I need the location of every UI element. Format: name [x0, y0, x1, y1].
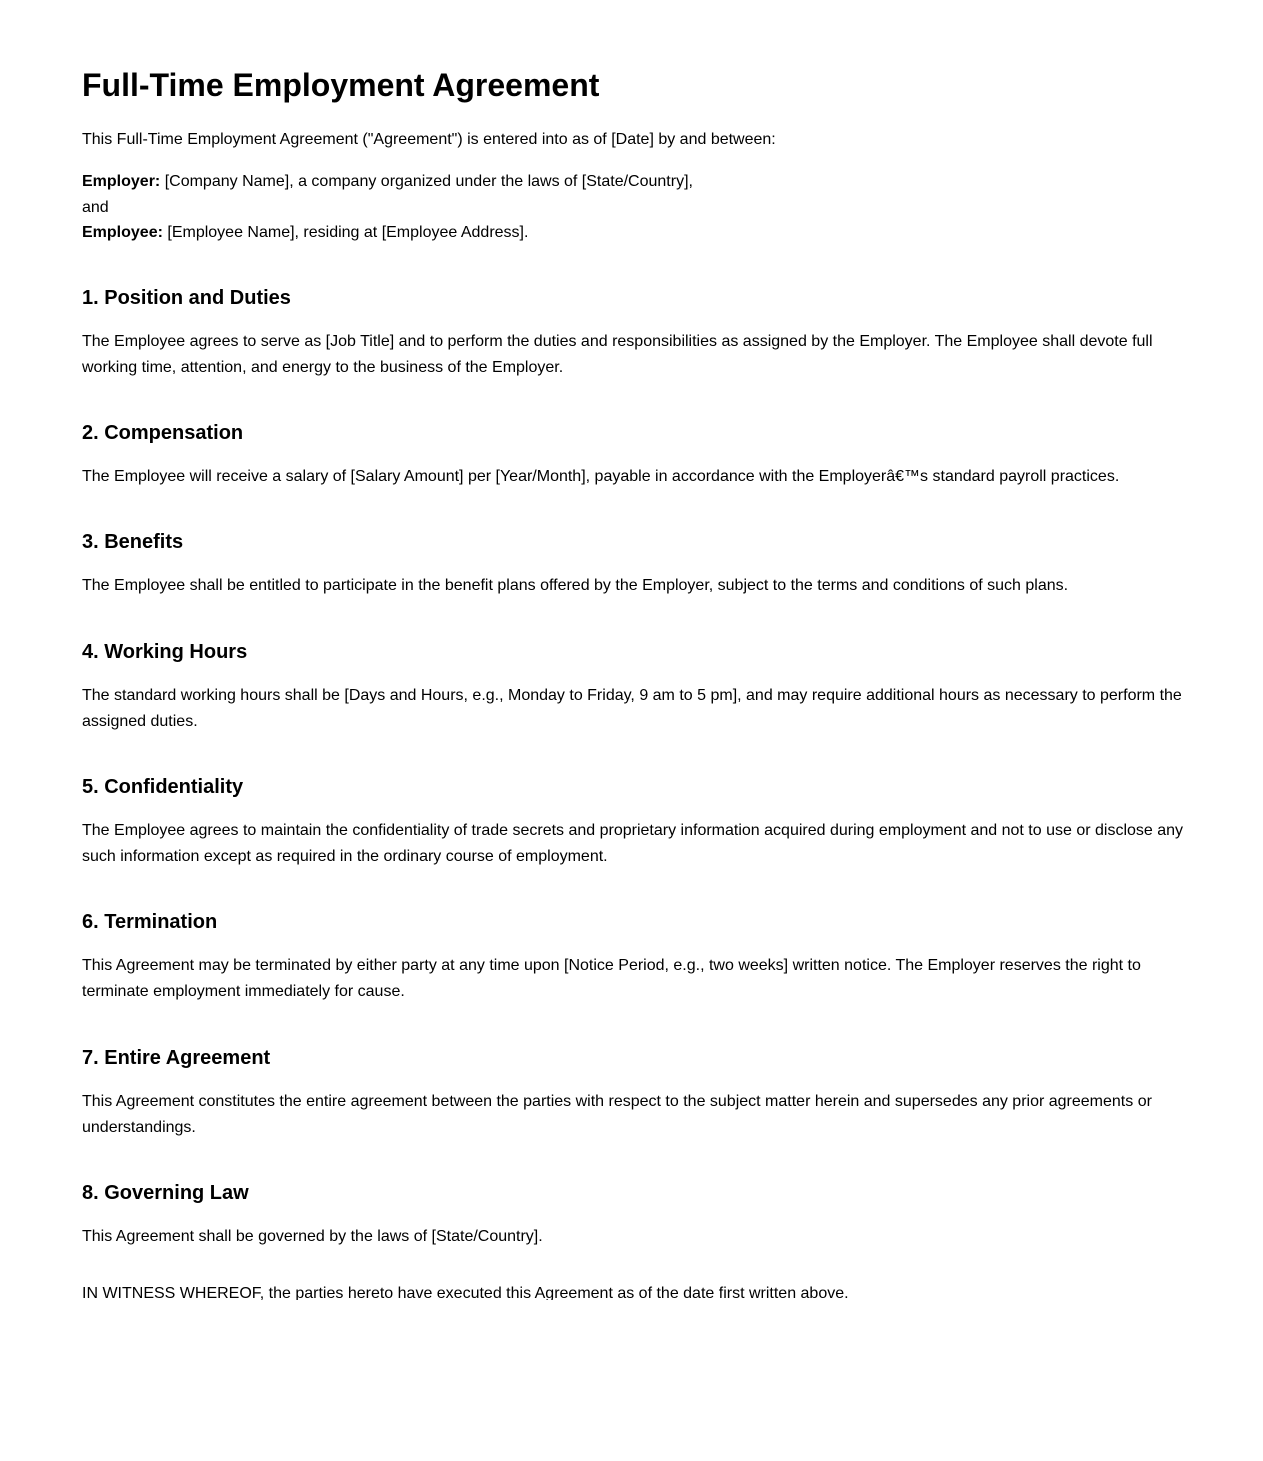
- document-page: [82, 0, 1184, 1300]
- and-text: and: [82, 198, 109, 216]
- section-heading-termination: 6. Termination: [82, 911, 218, 933]
- employee-text: [Employee Name], residing at [Employee Address].: [162, 224, 529, 241]
- section-heading-position: 1. Position and Duties: [82, 287, 291, 309]
- section-heading-entire-agreement: 7. Entire Agreement: [82, 1047, 271, 1069]
- section-heading-benefits: 3. Benefits: [82, 531, 184, 553]
- employer-text: [Company Name], a company organized under the laws of [State/Country],: [160, 173, 693, 190]
- section-body-working-hours: The standard working hours shall be [Days and Hours, e.g., Monday to Friday, 9 am to 5 pm], and may require additional hours as necessary to perform the assigned duties.: [82, 687, 1182, 730]
- document-title: Full-Time Employment Agreement: [82, 67, 600, 103]
- parties-block: [82, 169, 1184, 246]
- employer-label: Employer:: [82, 173, 161, 190]
- section-heading-compensation: 2. Compensation: [82, 422, 244, 444]
- section-body-governing-law: This Agreement shall be governed by the laws of [State/Country].: [82, 1228, 543, 1245]
- section-body-benefits: The Employee shall be entitled to participate in the benefit plans offered by the Employer, subject to the terms and conditions of such plans.: [82, 577, 1069, 594]
- witness-paragraph: IN WITNESS WHEREOF, the parties hereto have executed this Agreement as of the date first written above.: [82, 1285, 849, 1300]
- employee-label: Employee:: [82, 224, 163, 241]
- section-heading-confidentiality: 5. Confidentiality: [82, 776, 244, 798]
- intro-paragraph: This Full-Time Employment Agreement ("Agreement") is entered into as of [Date] by and between:: [82, 131, 776, 148]
- section-body-position: The Employee agrees to serve as [Job Title] and to perform the duties and responsibilities as assigned by the Employer. The Employee shall devote full working time, attention, and energy to the business of the Employer.: [82, 333, 1153, 376]
- section-body-compensation: The Employee will receive a salary of [Salary Amount] per [Year/Month], payable in accordance with the Employerâ€™s standard payroll practices.: [82, 468, 1120, 485]
- section-body-entire-agreement: This Agreement constitutes the entire agreement between the parties with respect to the subject matter herein and supersedes any prior agreements or understandings.: [82, 1093, 1152, 1136]
- section-heading-governing-law: 8. Governing Law: [82, 1182, 249, 1204]
- section-body-termination: This Agreement may be terminated by either party at any time upon [Notice Period, e.g., two weeks] written notice. The Employer reserves the right to terminate employment immediately for cause.: [82, 957, 1141, 1000]
- section-body-confidentiality: The Employee agrees to maintain the confidentiality of trade secrets and proprietary information acquired during employment and not to use or disclose any such information except as required in the ordinary course of employment.: [82, 822, 1184, 865]
- section-heading-working-hours: 4. Working Hours: [82, 641, 248, 663]
